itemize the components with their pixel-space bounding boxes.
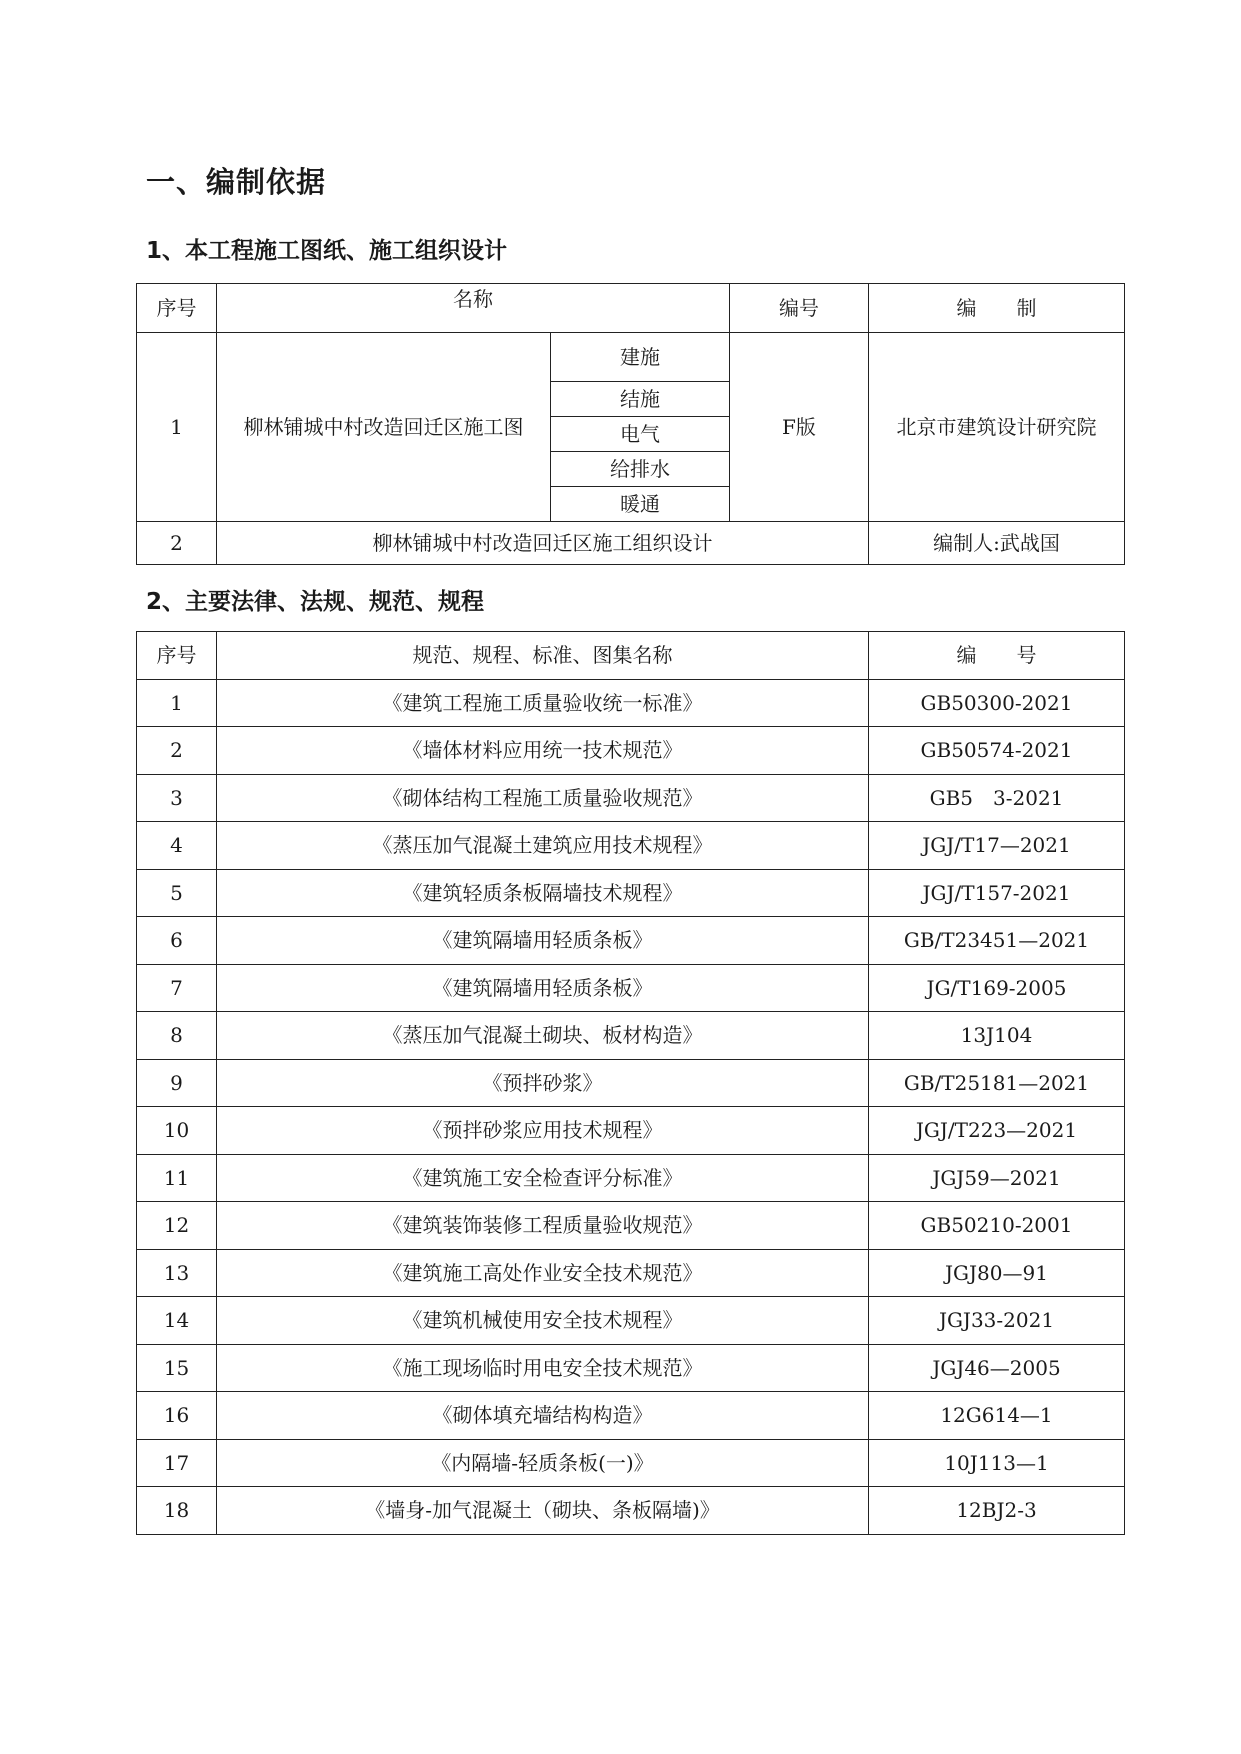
sub-discipline: 暖通	[551, 487, 730, 522]
standards-table	[136, 631, 1125, 1535]
table-row	[137, 1154, 1125, 1202]
row-name: 《建筑机械使用安全技术规程》	[217, 1297, 869, 1345]
row-code: GB50574-2021	[869, 727, 1125, 775]
row-code: GB/T23451—2021	[869, 917, 1125, 965]
table-row	[137, 822, 1125, 870]
table-row	[137, 1202, 1125, 1250]
row-seq: 2	[137, 522, 217, 565]
table-row	[137, 1487, 1125, 1535]
row-code: GB/T25181—2021	[869, 1059, 1125, 1107]
table-row	[137, 522, 1125, 565]
row-seq: 18	[137, 1487, 217, 1535]
row-seq: 15	[137, 1344, 217, 1392]
row-code: JGJ33-2021	[869, 1297, 1125, 1345]
section1-title: 1、本工程施工图纸、施工组织设计	[146, 238, 508, 264]
row-code: JGJ/T157-2021	[869, 869, 1125, 917]
sub-discipline: 建施	[551, 333, 730, 382]
row-author: 北京市建筑设计研究院	[869, 333, 1125, 522]
row-name: 《砌体填充墙结构构造》	[217, 1392, 869, 1440]
row-code: 10J113—1	[869, 1439, 1125, 1487]
header-code: 编号	[730, 284, 869, 333]
row-seq: 1	[137, 333, 217, 522]
table-row	[137, 1012, 1125, 1060]
row-name: 《预拌砂浆应用技术规程》	[217, 1107, 869, 1155]
sub-discipline: 给排水	[551, 452, 730, 487]
header-name: 名称	[217, 284, 730, 333]
row-name: 《预拌砂浆》	[217, 1059, 869, 1107]
row-author: 编制人:武战国	[869, 522, 1125, 565]
row-seq: 1	[137, 679, 217, 727]
table-row	[137, 679, 1125, 727]
table-row	[137, 774, 1125, 822]
table-row	[137, 1249, 1125, 1297]
row-seq: 7	[137, 964, 217, 1012]
row-code: GB50210-2001	[869, 1202, 1125, 1250]
row-name: 《建筑工程施工质量验收统一标准》	[217, 679, 869, 727]
table-row	[137, 1107, 1125, 1155]
row-name: 《内隔墙-轻质条板(一)》	[217, 1439, 869, 1487]
row-code: F版	[730, 333, 869, 522]
row-seq: 8	[137, 1012, 217, 1060]
table-row	[137, 964, 1125, 1012]
row-name: 《墙体材料应用统一技术规范》	[217, 727, 869, 775]
row-seq: 12	[137, 1202, 217, 1250]
row-code: 13J104	[869, 1012, 1125, 1060]
row-seq: 14	[137, 1297, 217, 1345]
table-row	[137, 727, 1125, 775]
row-name: 《施工现场临时用电安全技术规范》	[217, 1344, 869, 1392]
table-header-row	[137, 632, 1125, 680]
row-name: 《建筑隔墙用轻质条板》	[217, 917, 869, 965]
row-seq: 17	[137, 1439, 217, 1487]
row-seq: 2	[137, 727, 217, 775]
row-name: 《建筑施工高处作业安全技术规范》	[217, 1249, 869, 1297]
row-seq: 5	[137, 869, 217, 917]
row-name: 柳林铺城中村改造回迁区施工组织设计	[217, 522, 869, 565]
row-seq: 3	[137, 774, 217, 822]
row-name: 柳林铺城中村改造回迁区施工图	[217, 333, 551, 522]
table-row	[137, 1344, 1125, 1392]
row-code: JGJ/T223—2021	[869, 1107, 1125, 1155]
row-name: 《蒸压加气混凝土建筑应用技术规程》	[217, 822, 869, 870]
row-seq: 6	[137, 917, 217, 965]
row-code: 12BJ2-3	[869, 1487, 1125, 1535]
row-seq: 4	[137, 822, 217, 870]
row-seq: 16	[137, 1392, 217, 1440]
table-row	[137, 869, 1125, 917]
section2-title: 2、主要法律、法规、规范、规程	[146, 589, 485, 615]
row-name: 《建筑装饰装修工程质量验收规范》	[217, 1202, 869, 1250]
row-code: GB5 3-2021	[869, 774, 1125, 822]
table-row	[137, 1297, 1125, 1345]
table-row	[137, 1439, 1125, 1487]
row-code: 12G614—1	[869, 1392, 1125, 1440]
sub-discipline: 电气	[551, 417, 730, 452]
table-row	[137, 1059, 1125, 1107]
row-seq: 9	[137, 1059, 217, 1107]
row-code: JGJ59—2021	[869, 1154, 1125, 1202]
row-seq: 10	[137, 1107, 217, 1155]
row-code: JGJ/T17—2021	[869, 822, 1125, 870]
row-seq: 13	[137, 1249, 217, 1297]
row-seq: 11	[137, 1154, 217, 1202]
row-name: 《蒸压加气混凝土砌块、板材构造》	[217, 1012, 869, 1060]
row-name: 《建筑轻质条板隔墙技术规程》	[217, 869, 869, 917]
row-code: JGJ46—2005	[869, 1344, 1125, 1392]
header-seq: 序号	[137, 284, 217, 333]
row-name: 《建筑施工安全检查评分标准》	[217, 1154, 869, 1202]
row-code: JG/T169-2005	[869, 964, 1125, 1012]
drawings-table	[136, 283, 1125, 565]
row-code: JGJ80—91	[869, 1249, 1125, 1297]
row-name: 《墙身-加气混凝土（砌块、条板隔墙)》	[217, 1487, 869, 1535]
row-name: 《砌体结构工程施工质量验收规范》	[217, 774, 869, 822]
header-code: 编 号	[869, 632, 1125, 680]
table-row	[137, 1392, 1125, 1440]
table-header-row	[137, 284, 1125, 333]
table-row	[137, 333, 1125, 382]
sub-discipline: 结施	[551, 382, 730, 417]
row-code: GB50300-2021	[869, 679, 1125, 727]
table-row	[137, 917, 1125, 965]
header-seq: 序号	[137, 632, 217, 680]
header-name: 规范、规程、标准、图集名称	[217, 632, 869, 680]
main-heading: 一、编制依据	[146, 165, 327, 199]
header-author: 编 制	[869, 284, 1125, 333]
row-name: 《建筑隔墙用轻质条板》	[217, 964, 869, 1012]
